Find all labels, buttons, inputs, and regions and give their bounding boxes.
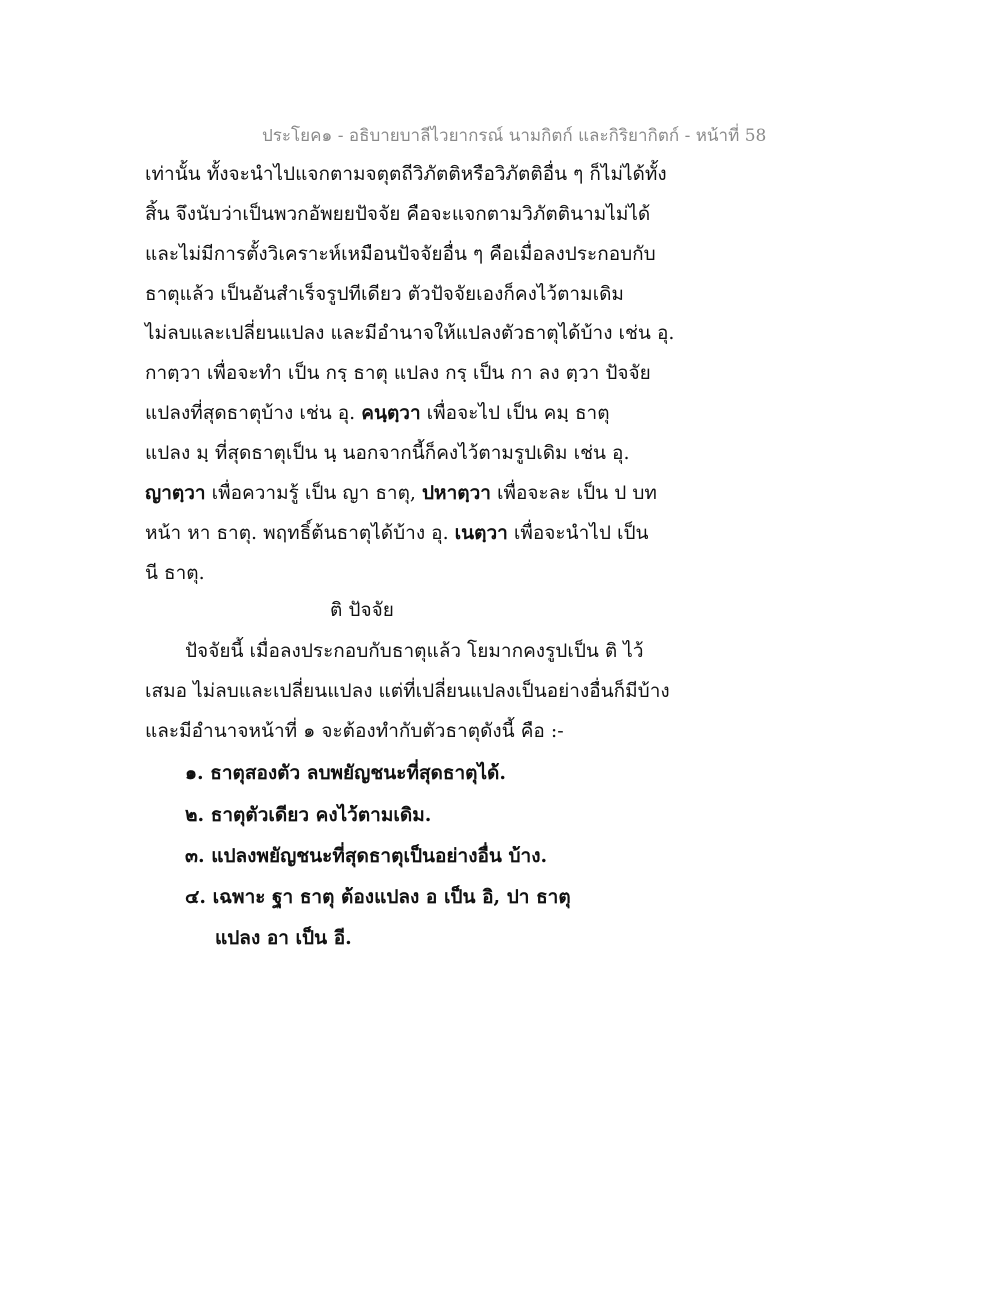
bold-pali-word: คนฺตฺวา [361,402,421,424]
text-span: เพื่อจะนำไป เป็น [507,522,649,544]
paragraph1-line-9 [145,480,657,506]
rule-item-4-continuation: แปลง อา เป็น อี. [215,927,352,949]
rule-item-1: ๑. ธาตุสองตัว ลบพยัญชนะที่สุดธาตุได้. [185,762,507,784]
text-span: สิ้น จึงนับว่าเป็นพวกอัพยยปัจจัย คือจะแจกตามวิภัตตินามไม่ได้ [145,203,651,225]
text-span: และไม่มีการตั้งวิเคราะห์เหมือนปัจจัยอื่น ๆ คือเมื่อลงประกอบกับ [145,243,656,265]
running-header: ประโยค๑ - อธิบายบาลีไวยากรณ์ นามกิตก์ และกิริยากิตก์ - หน้าที่ 58 [262,126,767,146]
paragraph1-line-3 [145,241,656,267]
paragraph1-line-2 [145,201,650,227]
paragraph1-line-5 [145,320,674,346]
paragraph1-line-1 [145,161,667,187]
text-span: เพื่อจะไป เป็น คมฺ ธาตุ [420,402,610,424]
paragraph2-line-3: และมีอำนาจหน้าที่ ๑ จะต้องทำกับตัวธาตุดังนี้ คือ :- [145,720,564,742]
text-span: กาตฺวา เพื่อจะทำ เป็น กรฺ ธาตุ แปลง กรฺ เป็น กา ลง ตฺวา ปัจจัย [145,362,651,384]
text-span: เพื่อความรู้ เป็น ญา ธาตุ, [205,482,422,504]
text-span: ไม่ลบและเปลี่ยนแปลง และมีอำนาจให้แปลงตัวธาตุได้บ้าง เช่น อุ. [145,322,675,344]
text-span: แปลงที่สุดธาตุบ้าง เช่น อุ. [145,402,362,424]
text-span: นี ธาตุ. [145,562,205,584]
text-span: ธาตุแล้ว เป็นอันสำเร็จรูปทีเดียว ตัวปัจจัยเองก็คงไว้ตามเดิม [145,283,624,305]
bold-pali-word: ปหาตฺวา [422,482,491,504]
rule-item-2: ๒. ธาตุตัวเดียว คงไว้ตามเดิม. [185,804,432,826]
section-heading: ติ ปัจจัย [330,599,394,621]
paragraph1-line-4 [145,281,624,307]
paragraph1-line-10 [145,520,649,546]
paragraph1-line-11 [145,560,205,586]
paragraph2-line-2: เสมอ ไม่ลบและเปลี่ยนแปลง แต่ที่เปลี่ยนแปลงเป็นอย่างอื่นก็มีบ้าง [145,680,670,702]
bold-pali-word: เนตฺวา [454,522,508,544]
text-span: แปลง มฺ ที่สุดธาตุเป็น นฺ นอกจากนี้ก็คงไว้ตามรูปเดิม เช่น อุ. [145,442,630,464]
paragraph2-line-1: ปัจจัยนี้ เมื่อลงประกอบกับธาตุแล้ว โยมากคงรูปเป็น ติ ไว้ [185,640,644,662]
bold-pali-word: ญาตฺวา [145,482,206,504]
paragraph1-line-6 [145,360,651,386]
text-span: เพื่อจะละ เป็น ป บท [490,482,657,504]
text-span: หน้า หา ธาตุ. พฤทธิ์ต้นธาตุได้บ้าง อุ. [145,522,455,544]
text-span: เท่านั้น ทั้งจะนำไปแจกตามจตุตถีวิภัตติหรือวิภัตติอื่น ๆ ก็ไม่ได้ทั้ง [145,163,667,185]
rule-item-4: ๔. เฉพาะ ฐา ธาตุ ต้องแปลง อ เป็น อิ, ปา ธาตุ [185,886,571,908]
rule-item-3: ๓. แปลงพยัญชนะที่สุดธาตุเป็นอย่างอื่น บ้าง. [185,845,548,867]
paragraph1-line-8 [145,440,629,466]
paragraph1-line-7 [145,400,610,426]
